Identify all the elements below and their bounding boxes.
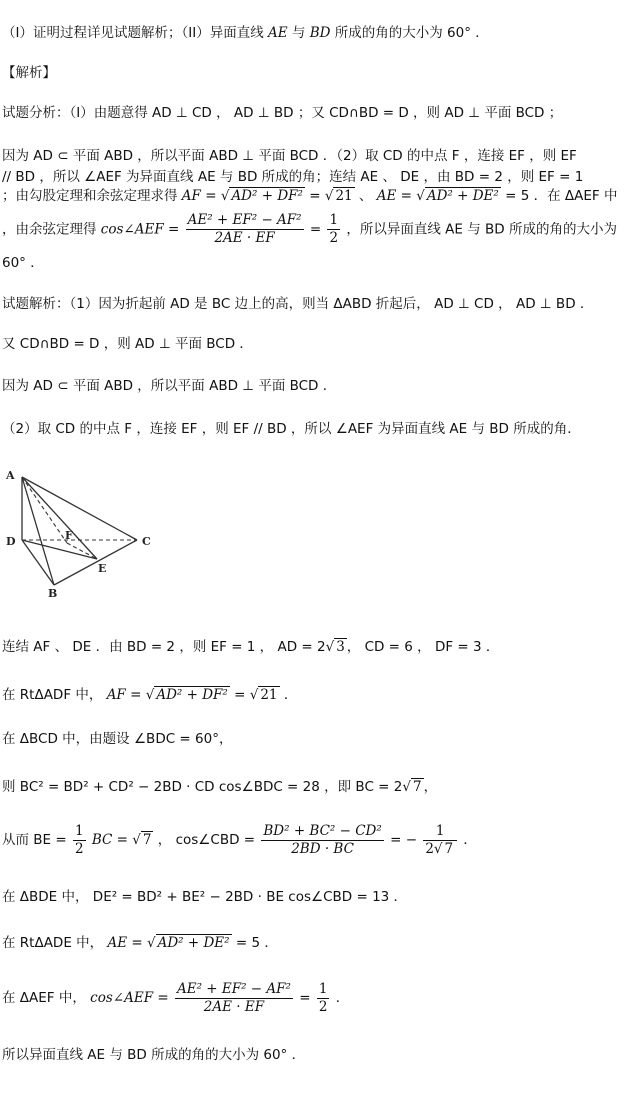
analysis-line-3: // BD ，所以 ∠AEF 为异面直线 AE 与 BD 所成的角；连结 AE 、 DE ，由 BD = 2 ，则 EF = 1 — [2, 169, 584, 185]
solution-line-1: 试题解析：（1）因为折起前 AD 是 BC 边上的高，则当 ΔABD 折起后， AD ⊥ CD ， AD ⊥ BD ． — [2, 296, 594, 312]
label-c: C — [142, 535, 151, 548]
sqrt-expr: 21 — [335, 188, 353, 204]
analysis-line-4: ；由勾股定理和余弦定理求得 AF = √ AD² + DF² = √ 21 、 AE = √ AD² + DE² = 5 ．在 ΔAEF 中 — [2, 188, 618, 204]
analysis-line-5: ，由余弦定理得 cos∠AEF = $\frac{\text{AE² + EF² − AF²}}{2AE \cdot EF}$ = $\frac{1}{2}$ ，所以异面直线 AE 与 BD 所成的角的大小为 — [2, 212, 617, 246]
math-ae: AE — [268, 25, 288, 41]
math-bd: BD — [309, 25, 331, 41]
math: AF = — [181, 188, 217, 204]
fraction: $\frac{\text{AE² + EF² − AF²}}{2AE \cdot EF}$ — [187, 212, 302, 246]
label-a: A — [6, 469, 15, 482]
label-f: F — [65, 529, 73, 542]
math: AE = — [376, 188, 412, 204]
section-header: 【解析】 — [2, 65, 56, 81]
text: ，由余弦定理得 — [2, 221, 97, 238]
analysis-line-2: 因为 AD ⊂ 平面 ABD ，所以平面 ABD ⊥ 平面 BCD ．（2）取 CD 的中点 F ，连接 EF ，则 EF — [2, 148, 577, 164]
solution-line-8: 则 BC² = BD² + CD² − 2BD · CD cos∠BDC = 28 ，即 BC = 2√ 7 ， — [2, 779, 438, 795]
tetrahedron-figure — [2, 455, 162, 605]
label-e: E — [98, 562, 107, 575]
answer-text-2: 与 — [291, 25, 306, 41]
analysis-line-6: 60° ． — [2, 255, 44, 271]
solution-line-12: 在 ΔAEF 中， cos∠AEF = $\frac{\text{AE² + EF² − AF²}}{2AE \cdot EF}$ = $\frac{1}{2}$ ． — [2, 980, 350, 1015]
math: = — [309, 188, 321, 204]
solution-line-7: 在 ΔBCD 中，由题设 ∠BDC = 60°， — [2, 731, 233, 747]
conclusion-line: 所以异面直线 AE 与 BD 所成的角的大小为 60° ． — [2, 1047, 306, 1063]
text: ；由勾股定理和余弦定理求得 — [2, 188, 178, 204]
solution-line-5: 连结 AF 、 DE ．由 BD = 2 ，则 EF = 1 ， AD = 2√ 3 ， CD = 6 ， DF = 3 ． — [2, 639, 500, 655]
text: 、 — [358, 188, 373, 204]
fraction-half: $\frac{1}{2}$ — [329, 212, 339, 246]
analysis-line-1: 试题分析：（I）由题意得 AD ⊥ CD ， AD ⊥ BD ；又 CD∩BD = D ，则 AD ⊥ 平面 BCD ； — [2, 105, 563, 121]
solution-line-4: （2）取 CD 的中点 F ，连接 EF ，则 EF // BD ，所以 ∠AEF 为异面直线 AE 与 BD 所成的角． — [2, 421, 581, 437]
sqrt-expr: AD² + DE² — [426, 188, 499, 204]
math: cos∠AEF = — [100, 221, 180, 238]
solution-line-11: 在 RtΔADE 中， AE = √ AD² + DE² = 5 ． — [2, 935, 278, 951]
solution-line-3: 因为 AD ⊂ 平面 ABD ，所以平面 ABD ⊥ 平面 BCD ． — [2, 378, 337, 394]
sqrt-expr: AD² + DF² — [231, 188, 303, 204]
solution-line-9: 从而 BE = $\frac{1}{2}$ BC = √ 7 ， cos∠CBD = $\frac{\text{BD² + BC² − CD²}}{2BD \cdot BC}$ = − $\frac{1}{2√ 7}$ ． — [2, 822, 477, 857]
solution-line-10: 在 ΔBDE 中， DE² = BD² + BE² − 2BD · BE cos∠CBD = 13 ． — [2, 889, 408, 905]
text: = 5 ．在 ΔAEF 中 — [505, 188, 618, 204]
solution-line-6: 在 RtΔADF 中， AF = √ AD² + DF² = √ 21 ． — [2, 687, 298, 703]
answer-text: （I）证明过程详见试题解析；（II）异面直线 — [2, 25, 264, 41]
solution-line-2: 又 CD∩BD = D ，则 AD ⊥ 平面 BCD ． — [2, 336, 253, 352]
answer-text-3: 所成的角的大小为 60° ． — [334, 25, 489, 41]
label-d: D — [6, 535, 16, 548]
answer-summary — [2, 24, 489, 42]
label-b: B — [48, 587, 58, 600]
text: ，所以异面直线 AE 与 BD 所成的角的大小为 — [346, 221, 617, 238]
